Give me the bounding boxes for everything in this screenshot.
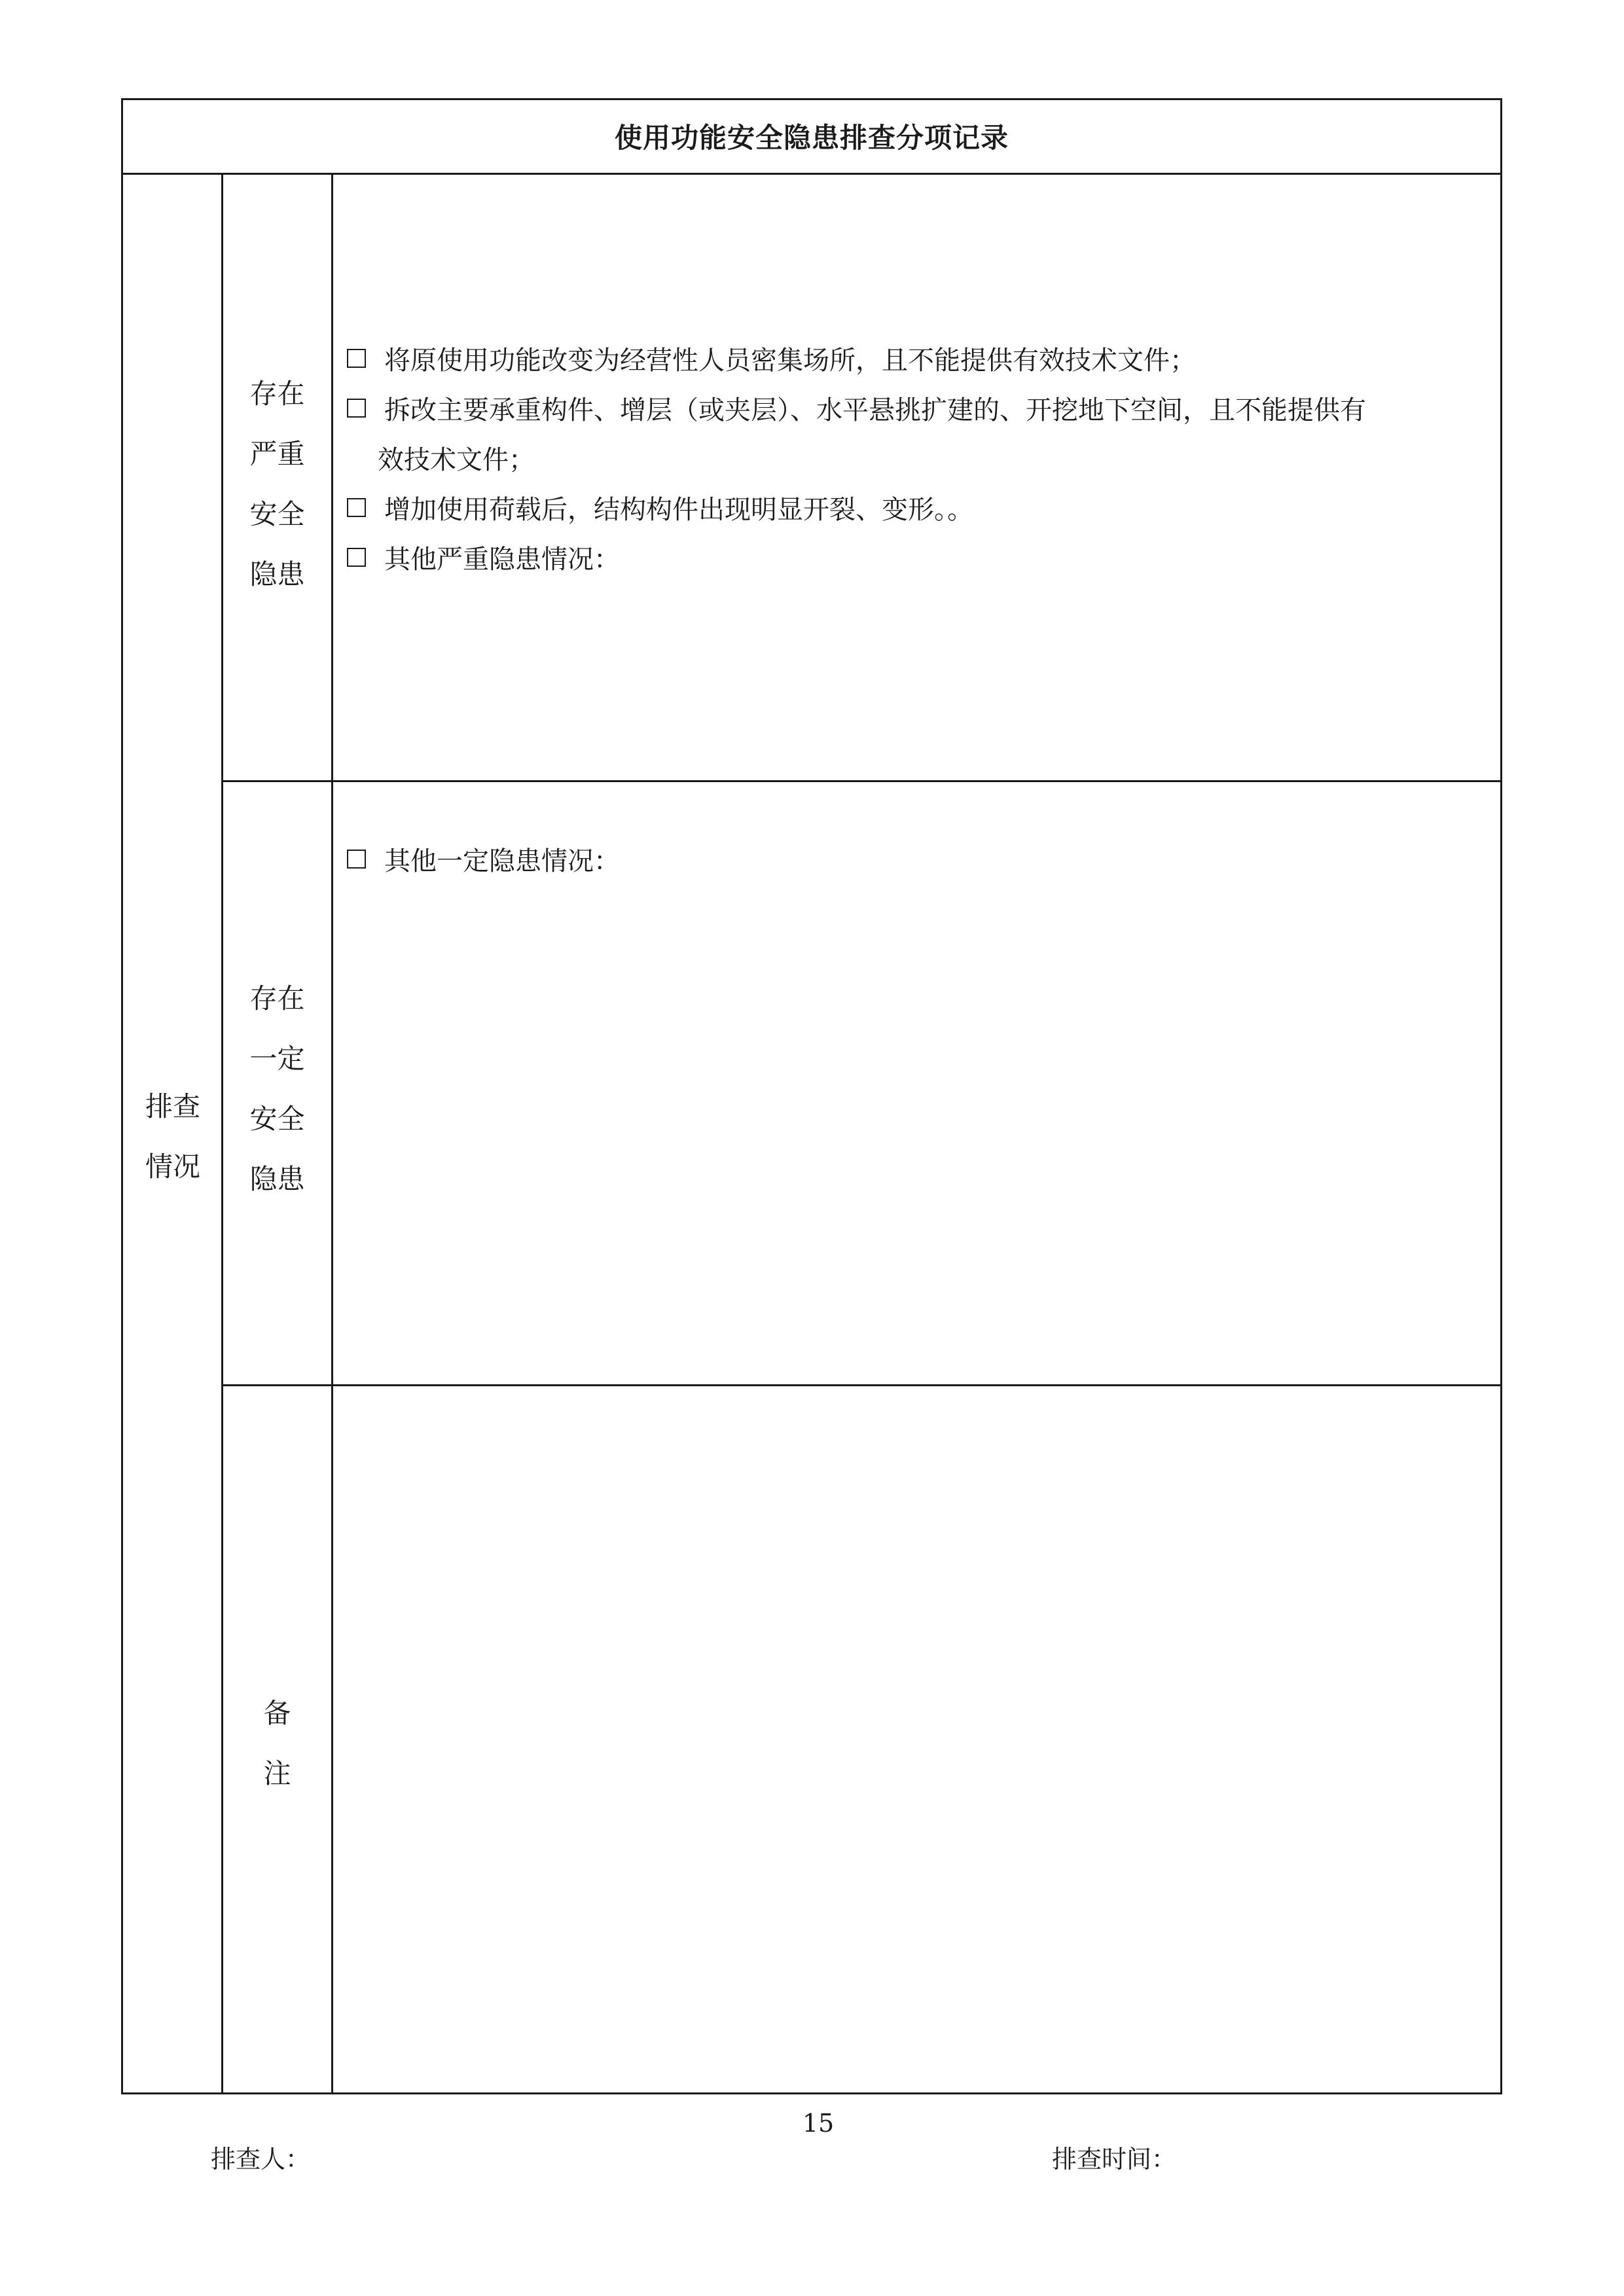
checkbox-icon[interactable] [347, 349, 366, 368]
serious-option-2[interactable] [347, 384, 1492, 435]
page-number: 15 [802, 2109, 835, 2138]
serious-label-line: 存在 [249, 378, 305, 410]
option-text: 拆改主要承重构件、增层（或夹层）、水平悬挑扩建的、开挖地下空间，且不能提供有 [384, 395, 1366, 425]
serious-option-2-continued [347, 433, 1523, 485]
section-label [124, 1077, 221, 1197]
remarks-label [223, 1683, 331, 1804]
inspector-label: 排查人： [211, 2145, 311, 2174]
serious-option-4[interactable] [347, 533, 1492, 584]
checkbox-icon[interactable] [347, 399, 366, 418]
serious-option-3[interactable] [347, 483, 1492, 535]
option-text: 增加使用荷载后，结构构件出现明显开裂、变形。。 [384, 495, 973, 525]
option-text-continued: 效技术文件； [378, 445, 535, 475]
serious-label-line: 隐患 [249, 558, 305, 590]
serious-label-line: 严重 [249, 438, 305, 470]
serious-label-line: 安全 [249, 498, 305, 530]
serious-hazard-label [223, 364, 331, 605]
certain-label-line: 安全 [249, 1103, 305, 1135]
checkbox-icon[interactable] [347, 850, 366, 869]
form-title: 使用功能安全隐患排查分项记录 [614, 122, 1009, 154]
checkbox-icon[interactable] [347, 548, 366, 567]
section-label-line: 排查 [145, 1090, 200, 1122]
option-text: 将原使用功能改变为经营性人员密集场所，且不能提供有效技术文件； [384, 346, 1196, 376]
option-text: 其他严重隐患情况： [384, 545, 620, 575]
serious-option-1[interactable] [347, 334, 1492, 386]
remarks-label-line: 注 [263, 1757, 291, 1789]
certain-option-1[interactable] [347, 834, 1492, 886]
certain-hazard-label [223, 969, 331, 1210]
section-label-line: 情况 [145, 1151, 200, 1183]
certain-label-line: 存在 [249, 982, 305, 1014]
certain-label-line: 一定 [249, 1043, 305, 1075]
remarks-area[interactable] [333, 1386, 1500, 2092]
remarks-label-line: 备 [263, 1697, 291, 1729]
checkbox-icon[interactable] [347, 498, 366, 517]
option-text: 其他一定隐患情况： [384, 846, 620, 876]
inspection-time-label: 排查时间： [1052, 2145, 1177, 2174]
certain-label-line: 隐患 [249, 1163, 305, 1195]
row-divider-1 [223, 780, 1502, 782]
